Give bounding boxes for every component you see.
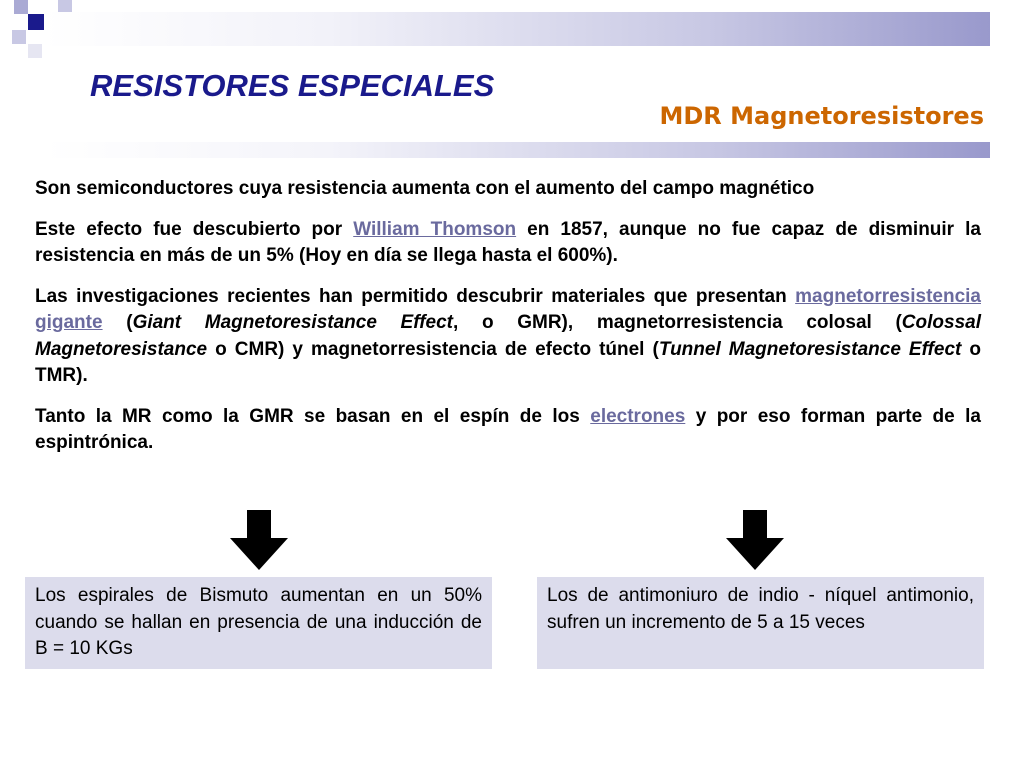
decor-square (12, 30, 26, 44)
decor-square (14, 0, 28, 14)
info-box-bismuto: Los espirales de Bismuto aumentan en un 50% cuando se hallan en presencia de una inducción de B = 10 KGs (25, 577, 492, 669)
header-gradient-bar (44, 12, 990, 46)
decor-square (28, 44, 42, 58)
slide-body (35, 176, 981, 471)
text-span: en 1857, aunque no fue capaz de disminuir la resistencia en más de un 5% (Hoy en día se llega hasta el 600%). (35, 218, 981, 266)
text-span: ( (102, 312, 133, 333)
text-span: o TMR). (35, 338, 981, 386)
divider-gradient-bar (44, 142, 990, 158)
text-span: Este efecto fue descubierto por (35, 218, 354, 240)
text-span: y por eso forman parte de la espintrónica. (35, 405, 981, 453)
text-span: o CMR) y magnetorresistencia de efecto túnel ( (207, 338, 659, 360)
italic-term: Tunnel Magnetoresistance Effect (658, 338, 962, 360)
link-magnetorresistencia-gigante[interactable]: magnetorresistencia gigante (35, 285, 981, 333)
link-electrones[interactable]: electrones (590, 405, 686, 427)
paragraph-research (35, 284, 981, 390)
text-span: , o GMR), magnetorresistencia colosal ( (453, 312, 902, 333)
paragraph-spintronics (35, 404, 981, 457)
paragraph-history (35, 217, 981, 270)
text-span: Las investigaciones recientes han permitido descubrir materiales que presentan (35, 285, 796, 307)
text-span: Tanto la MR como la GMR se basan en el espín de los (35, 405, 591, 427)
italic-term: Colossal Magnetoresistance (35, 312, 981, 360)
link-william-thomson[interactable]: William Thomson (353, 218, 517, 240)
arrow-down-icon (230, 510, 288, 570)
arrow-down-icon (726, 510, 784, 570)
slide-title: RESISTORES ESPECIALES (90, 68, 495, 103)
decor-square (28, 14, 44, 30)
info-box-antimoniuro: Los de antimoniuro de indio - níquel antimonio, sufren un incremento de 5 a 15 veces (537, 577, 984, 669)
slide-subtitle: MDR Magnetoresistores (659, 102, 984, 130)
paragraph-definition: Son semiconductores cuya resistencia aumenta con el aumento del campo magnético (35, 178, 815, 199)
italic-term: Giant Magnetoresistance Effect (132, 312, 454, 333)
